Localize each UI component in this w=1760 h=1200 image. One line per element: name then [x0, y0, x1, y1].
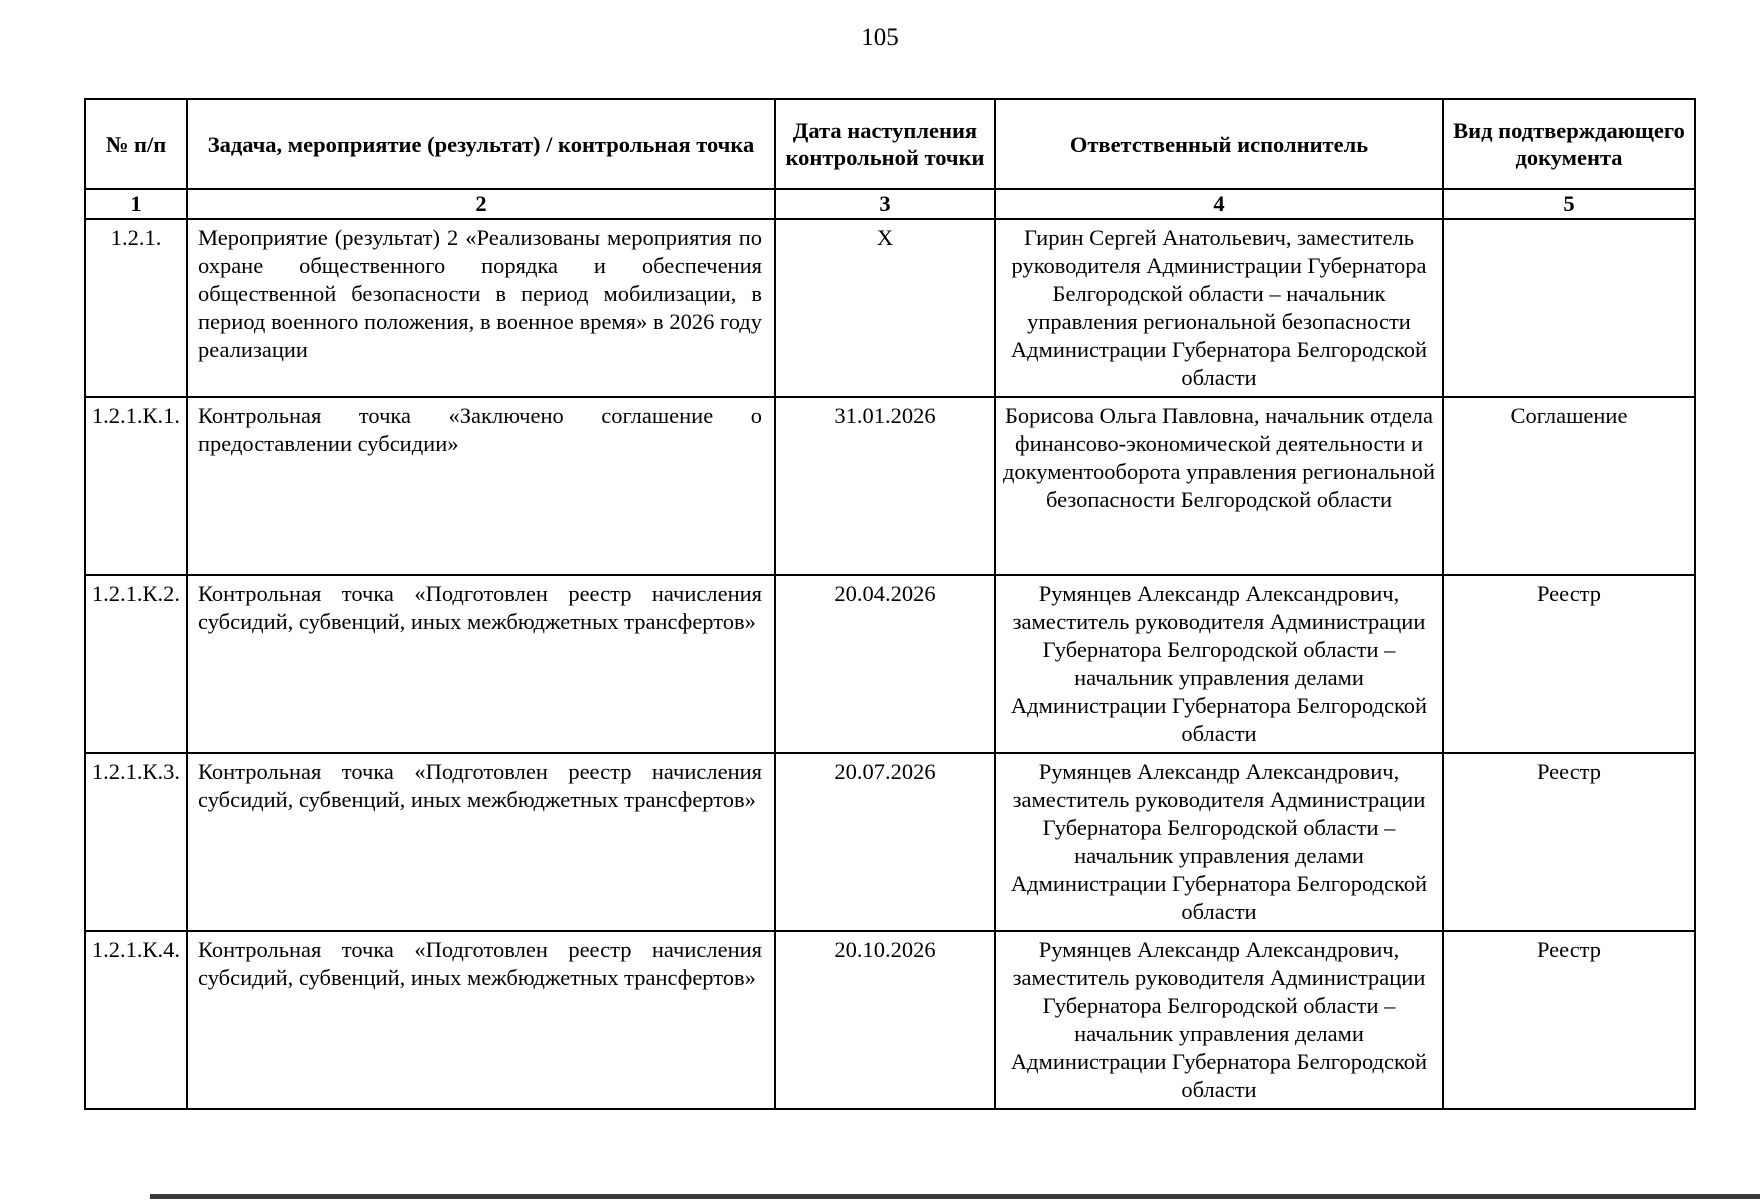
table-row — [85, 575, 1695, 753]
header-doc-type: Вид подтверждающего документа — [1443, 99, 1695, 189]
column-number: 5 — [1443, 189, 1695, 219]
column-number: 2 — [187, 189, 775, 219]
row-doc-type: Реестр — [1443, 931, 1695, 1109]
page-number: 105 — [861, 24, 899, 51]
column-number: 3 — [775, 189, 995, 219]
table-row — [85, 931, 1695, 1109]
row-task: Контрольная точка «Заключено соглашение о предоставлении субсидии» — [187, 397, 775, 575]
row-doc-type: Реестр — [1443, 753, 1695, 931]
column-number: 4 — [995, 189, 1443, 219]
row-responsible: Румянцев Александр Александрович, заместитель руководителя Администрации Губернатора Белгородской области – начальник управления делами Администрации Губернатора Белгородской области — [995, 753, 1443, 931]
row-number: 1.2.1.К.2. — [85, 575, 187, 753]
row-number: 1.2.1.К.3. — [85, 753, 187, 931]
row-task: Контрольная точка «Подготовлен реестр начисления субсидий, субвенций, иных межбюджетных трансфертов» — [187, 575, 775, 753]
row-doc-type — [1443, 219, 1695, 397]
header-task: Задача, мероприятие (результат) / контрольная точка — [187, 99, 775, 189]
header-responsible: Ответственный исполнитель — [995, 99, 1443, 189]
table-row — [85, 397, 1695, 575]
table-row — [85, 219, 1695, 397]
row-task: Контрольная точка «Подготовлен реестр начисления субсидий, субвенций, иных межбюджетных трансфертов» — [187, 753, 775, 931]
row-task: Контрольная точка «Подготовлен реестр начисления субсидий, субвенций, иных межбюджетных трансфертов» — [187, 931, 775, 1109]
column-number: 1 — [85, 189, 187, 219]
scan-edge-divider — [150, 1194, 1760, 1199]
row-doc-type: Соглашение — [1443, 397, 1695, 575]
row-date: 20.04.2026 — [775, 575, 995, 753]
row-task: Мероприятие (результат) 2 «Реализованы мероприятия по охране общественного порядка и обеспечения общественной безопасности в период мобилизации, в период военного положения, в военное время» в 2026 году реализации — [187, 219, 775, 397]
header-num: № п/п — [85, 99, 187, 189]
row-date: Х — [775, 219, 995, 397]
column-number-row — [85, 189, 1695, 219]
row-number: 1.2.1.К.1. — [85, 397, 187, 575]
row-responsible: Румянцев Александр Александрович, заместитель руководителя Администрации Губернатора Белгородской области – начальник управления делами Администрации Губернатора Белгородской области — [995, 931, 1443, 1109]
row-date: 31.01.2026 — [775, 397, 995, 575]
control-points-table — [84, 98, 1696, 1110]
row-date: 20.07.2026 — [775, 753, 995, 931]
row-doc-type: Реестр — [1443, 575, 1695, 753]
row-number: 1.2.1. — [85, 219, 187, 397]
table-row — [85, 753, 1695, 931]
header-date: Дата наступления контрольной точки — [775, 99, 995, 189]
row-responsible: Борисова Ольга Павловна, начальник отдела финансово-экономической деятельности и документооборота управления региональной безопасности Белгородской области — [995, 397, 1443, 575]
row-responsible: Румянцев Александр Александрович, заместитель руководителя Администрации Губернатора Белгородской области – начальник управления делами Администрации Губернатора Белгородской области — [995, 575, 1443, 753]
row-date: 20.10.2026 — [775, 931, 995, 1109]
row-responsible: Гирин Сергей Анатольевич, заместитель руководителя Администрации Губернатора Белгородской области – начальник управления региональной безопасности Администрации Губернатора Белгородской области — [995, 219, 1443, 397]
row-number: 1.2.1.К.4. — [85, 931, 187, 1109]
table-header-row — [85, 99, 1695, 189]
